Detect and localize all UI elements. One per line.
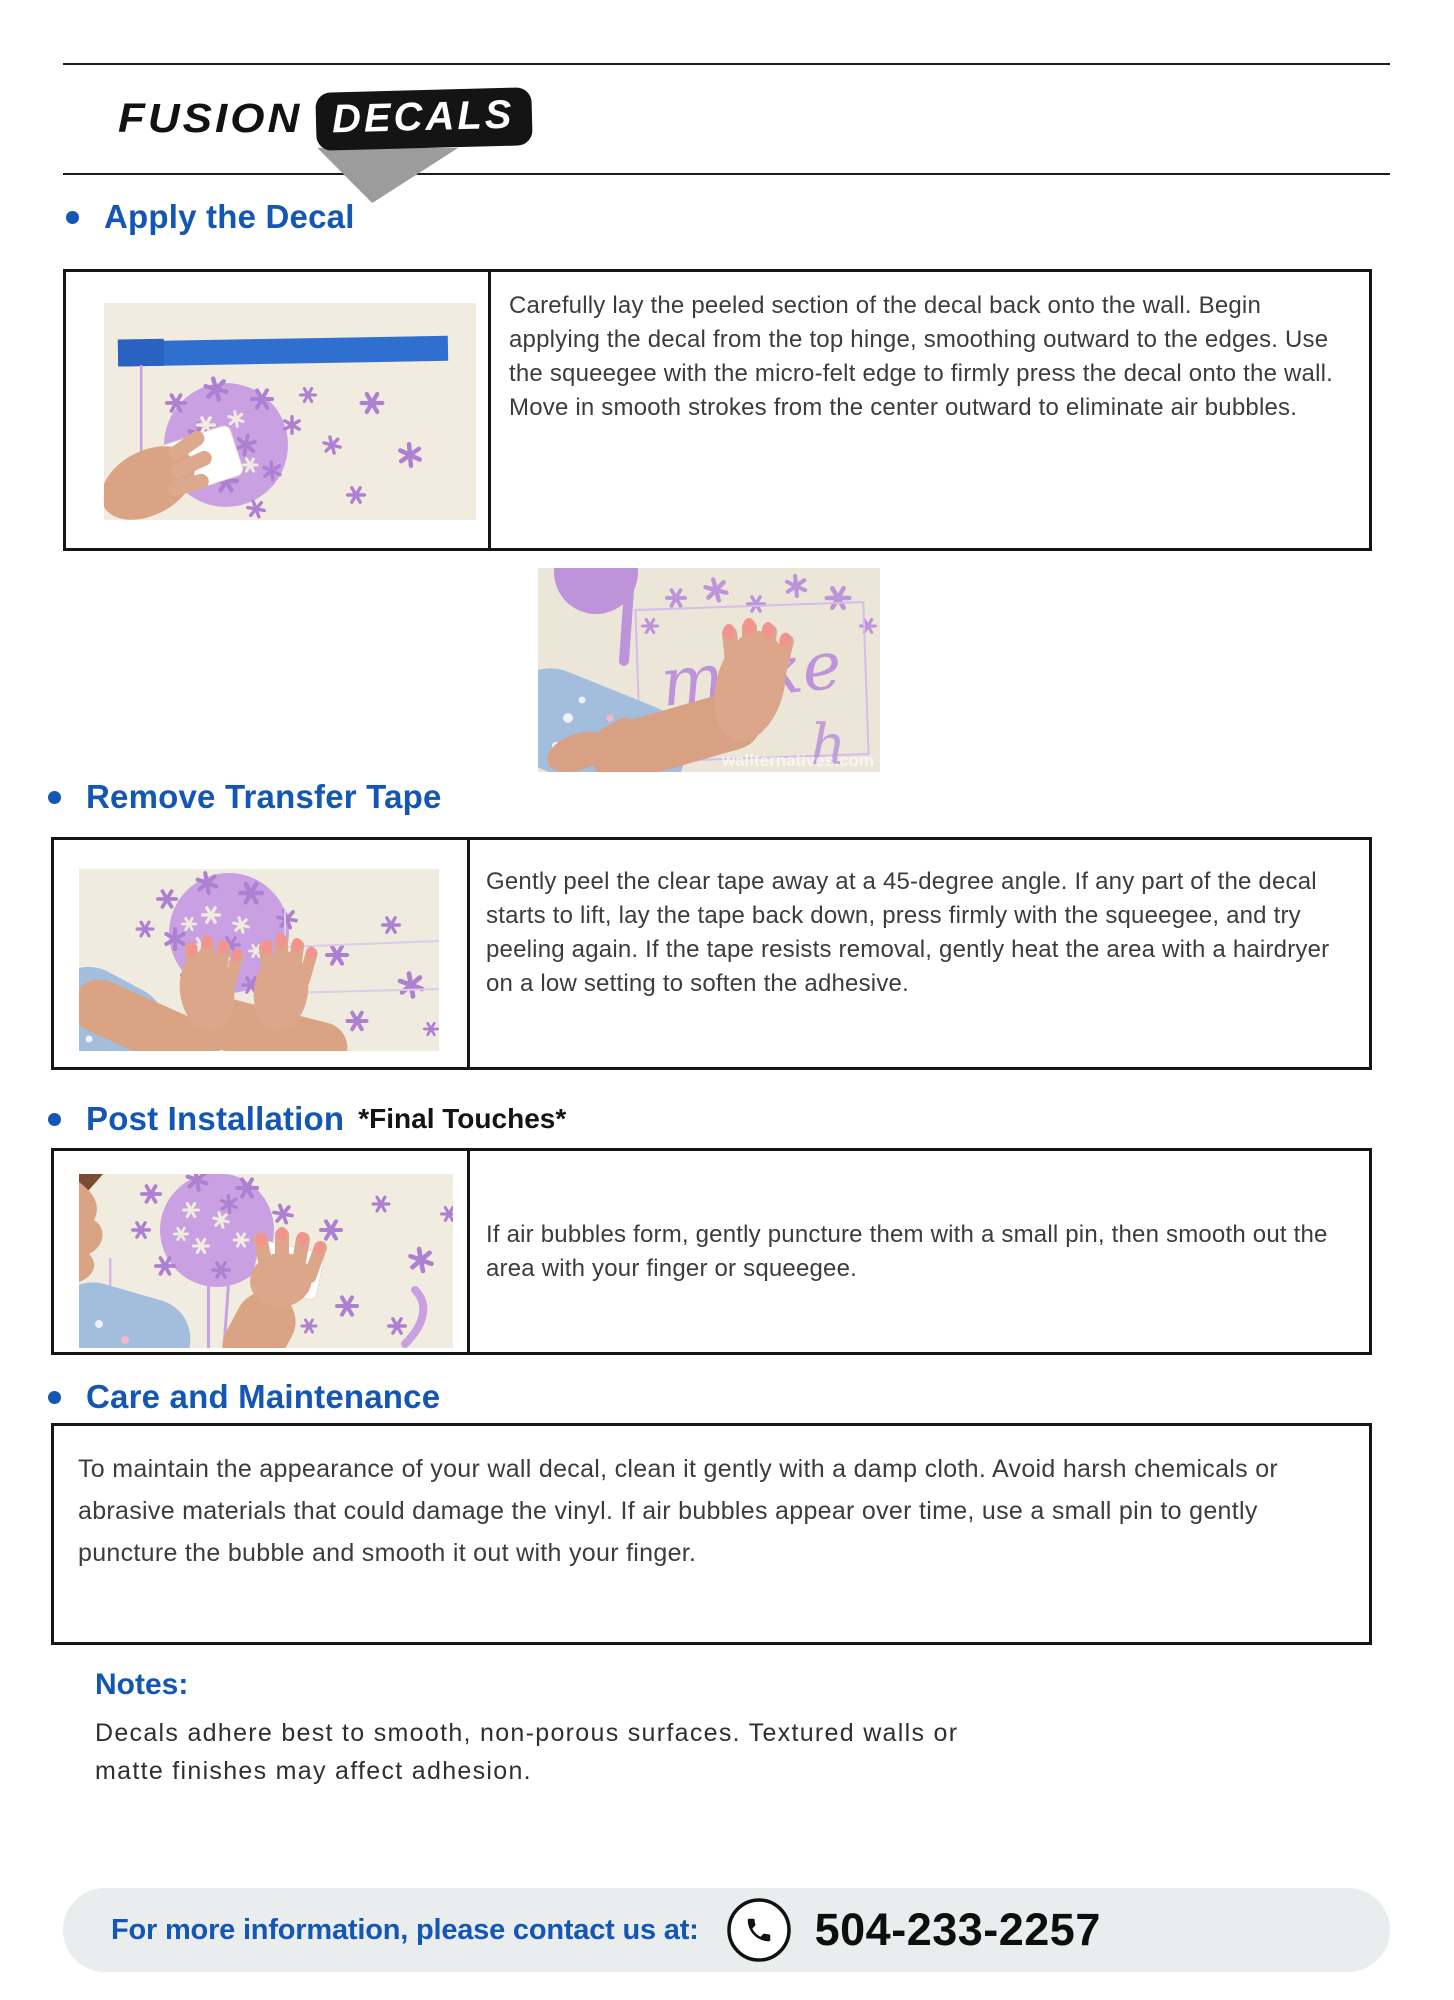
peel-corner-graphic bbox=[310, 148, 458, 203]
watermark-text: wallternatives.com bbox=[721, 751, 874, 770]
notes-title: Notes: bbox=[95, 1668, 189, 1701]
section-heading-care-and-maintenance bbox=[48, 1378, 440, 1416]
section-heading-apply-the-decal bbox=[66, 198, 355, 236]
care-maintenance-card bbox=[51, 1423, 1372, 1645]
section-heading-remove-transfer-tape bbox=[48, 778, 442, 816]
section-title-suffix: *Final Touches* bbox=[358, 1103, 567, 1134]
post-installation-photo-cell bbox=[54, 1151, 467, 1352]
top-divider bbox=[63, 63, 1390, 65]
bullet-icon bbox=[48, 1391, 61, 1404]
care-maintenance-text: To maintain the appearance of your wall decal, clean it gently with a damp cloth. Avoid harsh chemicals or abrasive materials that could damage the vinyl. If air bubbles appear over time, use a small pin to gently puncture the bubble and smooth it out with your finger. bbox=[78, 1455, 1279, 1567]
section-title: Remove Transfer Tape bbox=[86, 778, 442, 815]
section-title: Post Installation bbox=[86, 1100, 345, 1137]
care-maintenance-instructions bbox=[54, 1426, 1369, 1574]
apply-decal-card bbox=[63, 269, 1372, 551]
phone-icon bbox=[725, 1896, 793, 1964]
bullet-icon bbox=[48, 791, 61, 804]
apply-decal-instructions bbox=[488, 272, 1369, 548]
contact-footer bbox=[63, 1888, 1390, 1972]
section-heading-post-installation bbox=[48, 1100, 566, 1138]
decal-stem bbox=[207, 1280, 210, 1348]
brand-name-fusion: FUSION bbox=[118, 96, 303, 142]
brand-name-decals-badge: DECALS bbox=[316, 87, 534, 151]
bullet-icon bbox=[66, 211, 79, 224]
apply-decal-photo-cell bbox=[66, 272, 488, 548]
apply-decal-text: Carefully lay the peeled section of the decal back onto the wall. Begin applying the decal from the top hinge, smoothing outward to the edges. Use the squeegee with the micro-felt edge to firmly press the decal onto the wall. Move in smooth strokes from the center outward to eliminate air bubbles. bbox=[509, 292, 1334, 421]
phone-number: 504-233-2257 bbox=[814, 1904, 1101, 1955]
remove-tape-instructions bbox=[467, 840, 1369, 1067]
post-installation-text: If air bubbles form, gently puncture them with a small pin, then smooth out the area with your finger or squeegee. bbox=[486, 1220, 1328, 1282]
bullet-icon bbox=[48, 1113, 61, 1126]
remove-tape-text: Gently peel the clear tape away at a 45-degree angle. If any part of the decal starts to lift, lay the tape back down, press firmly with the squeegee, and try peeling again. If the tape resists removal, gently heat the area with a hairdryer on a low setting to soften the adhesive. bbox=[486, 868, 1330, 997]
notes-text: Decals adhere best to smooth, non-porous surfaces. Textured walls or matte finishes may affect adhesion. bbox=[95, 1719, 959, 1785]
photo-applying-decal-with-squeegee bbox=[104, 303, 476, 520]
decal-script-tail: h bbox=[810, 713, 847, 772]
remove-tape-card bbox=[51, 837, 1372, 1070]
photo-hand-pressing-decal-script bbox=[538, 568, 880, 772]
post-installation-instructions bbox=[467, 1151, 1369, 1352]
post-installation-card bbox=[51, 1148, 1372, 1355]
logo-divider bbox=[63, 173, 1390, 175]
photo-hands-pressing-decal bbox=[79, 869, 439, 1051]
photo-smoothing-decal-with-squeegee bbox=[79, 1174, 453, 1348]
section-title: Apply the Decal bbox=[104, 198, 355, 235]
remove-tape-photo-cell bbox=[54, 840, 467, 1067]
contact-label: For more information, please contact us at: bbox=[111, 1913, 699, 1946]
brand-logo bbox=[118, 90, 533, 148]
section-title: Care and Maintenance bbox=[86, 1378, 441, 1415]
